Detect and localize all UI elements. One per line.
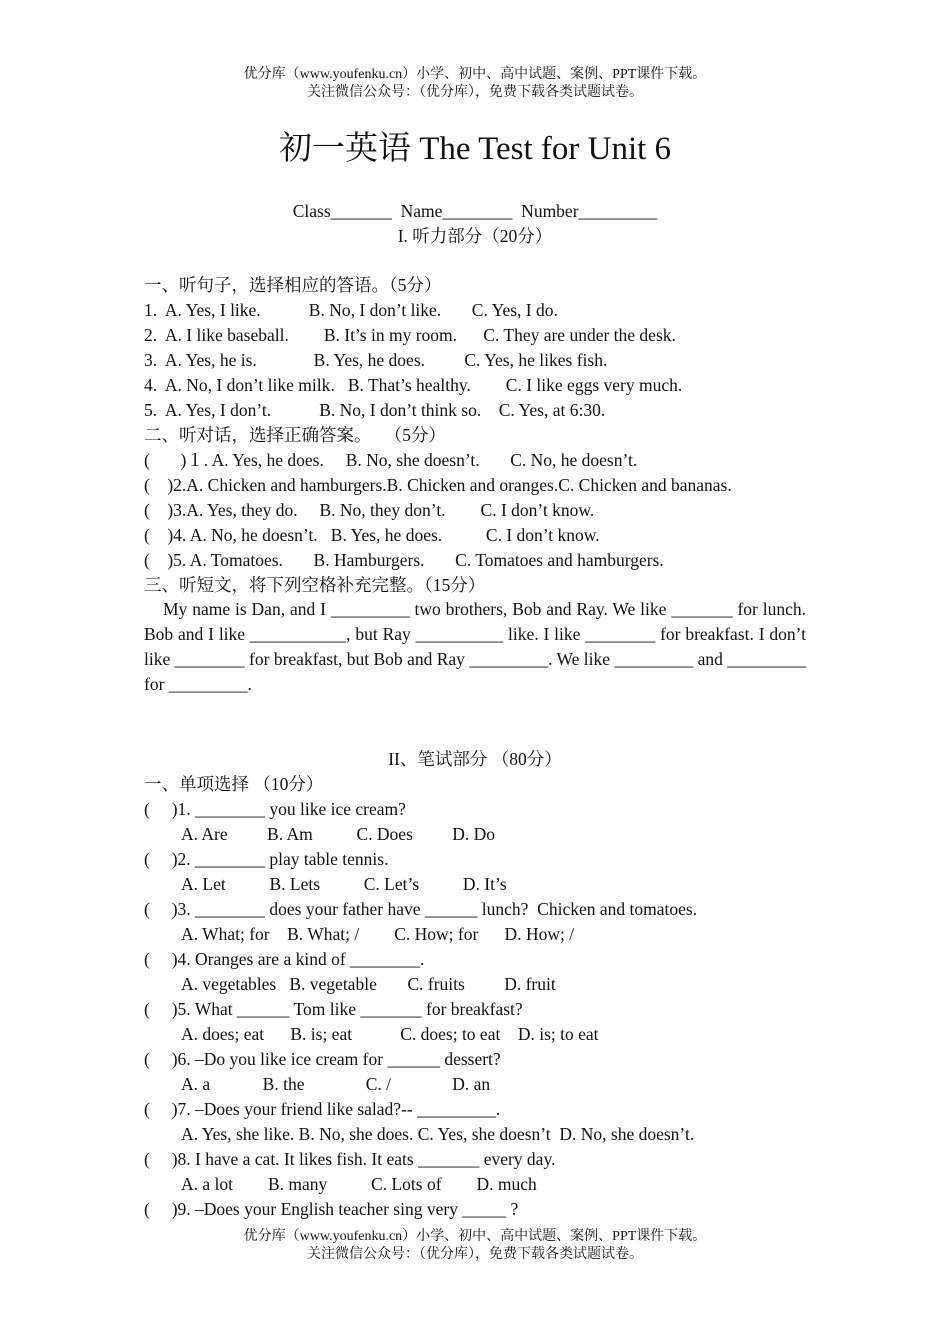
fill-in-passage: My name is Dan, and I _________ two brothers, Bob and Ray. We like _______ for lunch. Bob and I like ___________, but Ray __________ like. I like ________ for breakfast. I don’t like ________ for breakfast, but Bob and Ray _________. We like _________ and _________ for _________. [144, 599, 806, 694]
part2-heading: II、笔试部分 （80分） [388, 749, 562, 769]
multiple-choice-heading: 一、单项选择 （10分） [144, 774, 324, 794]
listening-section3-heading: 三、听短文，将下列空格补充完整。（15分） [144, 575, 486, 595]
question-1: ( )1. ________ you like ice cream? [144, 799, 406, 819]
footer-line-2: 关注微信公众号：（优分库），免费下载各类试题试卷。 [307, 1247, 643, 1262]
page-header [0, 66, 950, 102]
question-7: ( )7. –Does your friend like salad?-- _________. [144, 1099, 501, 1119]
question-4-options: A. vegetables B. vegetable C. fruits D. fruit [181, 974, 556, 994]
question-8-options: A. a lot B. many C. Lots of D. much [181, 1174, 537, 1194]
header-line-2: 关注微信公众号：（优分库），免费下载各类试题试卷。 [307, 85, 643, 100]
question-2: ( )2. ________ play table tennis. [144, 849, 389, 869]
listening-item-2: 2. A. I like baseball. B. It’s in my room. C. They are under the desk. [144, 325, 676, 345]
listening-item-1: 1. A. Yes, I like. B. No, I don’t like. C. Yes, I do. [144, 300, 558, 320]
question-5-options: A. does; eat B. is; eat C. does; to eat D. is; to eat [181, 1024, 599, 1044]
dialogue-item-1: ( )１. A. Yes, he does. B. No, she doesn’t. C. No, he doesn’t. [144, 450, 638, 470]
part1-heading: I. 听力部分（20分） [397, 226, 553, 246]
question-6: ( )6. –Do you like ice cream for ______ dessert? [144, 1049, 501, 1069]
question-9: ( )9. –Does your English teacher sing very _____ ? [144, 1199, 519, 1219]
question-7-options: A. Yes, she like. B. No, she does. C. Yes, she doesn’t D. No, she doesn’t. [181, 1124, 695, 1144]
dialogue-item-2: ( )2.A. Chicken and hamburgers.B. Chicken and oranges.C. Chicken and bananas. [144, 475, 732, 495]
question-6-options: A. a B. the C. / D. an [181, 1074, 491, 1094]
listening-item-4: 4. A. No, I don’t like milk. B. That’s healthy. C. I like eggs very much. [144, 375, 683, 395]
question-1-options: A. Are B. Am C. Does D. Do [181, 824, 496, 844]
footer-line-1: 优分库（www.youfenku.cn）小学、初中、高中试题、案例、PPT课件下载。 [243, 1229, 707, 1244]
dialogue-item-5: ( )5. A. Tomatoes. B. Hamburgers. C. Tomatoes and hamburgers. [144, 550, 664, 570]
listening-item-5: 5. A. Yes, I don’t. B. No, I don’t think so. C. Yes, at 6:30. [144, 400, 606, 420]
question-3-options: A. What; for B. What; / C. How; for D. How; / [181, 924, 575, 944]
question-4: ( )4. Oranges are a kind of ________. [144, 949, 425, 969]
listening-section2-heading: 二、听对话，选择正确答案。 （5分） [144, 425, 446, 445]
question-3: ( )3. ________ does your father have ______ lunch? Chicken and tomatoes. [144, 899, 698, 919]
listening-section1-heading: 一、听句子，选择相应的答语。（5分） [144, 275, 442, 295]
question-8: ( )8. I have a cat. It likes fish. It eats _______ every day. [144, 1149, 556, 1169]
student-info-line: Class_______ Name________ Number_________ [292, 201, 658, 221]
dialogue-item-3: ( )3.A. Yes, they do. B. No, they don’t. C. I don’t know. [144, 500, 595, 520]
page-title: 初一英语 The Test for Unit 6 [278, 131, 672, 167]
dialogue-item-4: ( )4. A. No, he doesn’t. B. Yes, he does. C. I don’t know. [144, 525, 600, 545]
question-5: ( )5. What ______ Tom like _______ for breakfast? [144, 999, 523, 1019]
page-footer [0, 1228, 950, 1264]
question-2-options: A. Let B. Lets C. Let’s D. It’s [181, 874, 507, 894]
header-line-1: 优分库（www.youfenku.cn）小学、初中、高中试题、案例、PPT课件下载。 [243, 67, 707, 82]
listening-item-3: 3. A. Yes, he is. B. Yes, he does. C. Yes, he likes fish. [144, 350, 608, 370]
